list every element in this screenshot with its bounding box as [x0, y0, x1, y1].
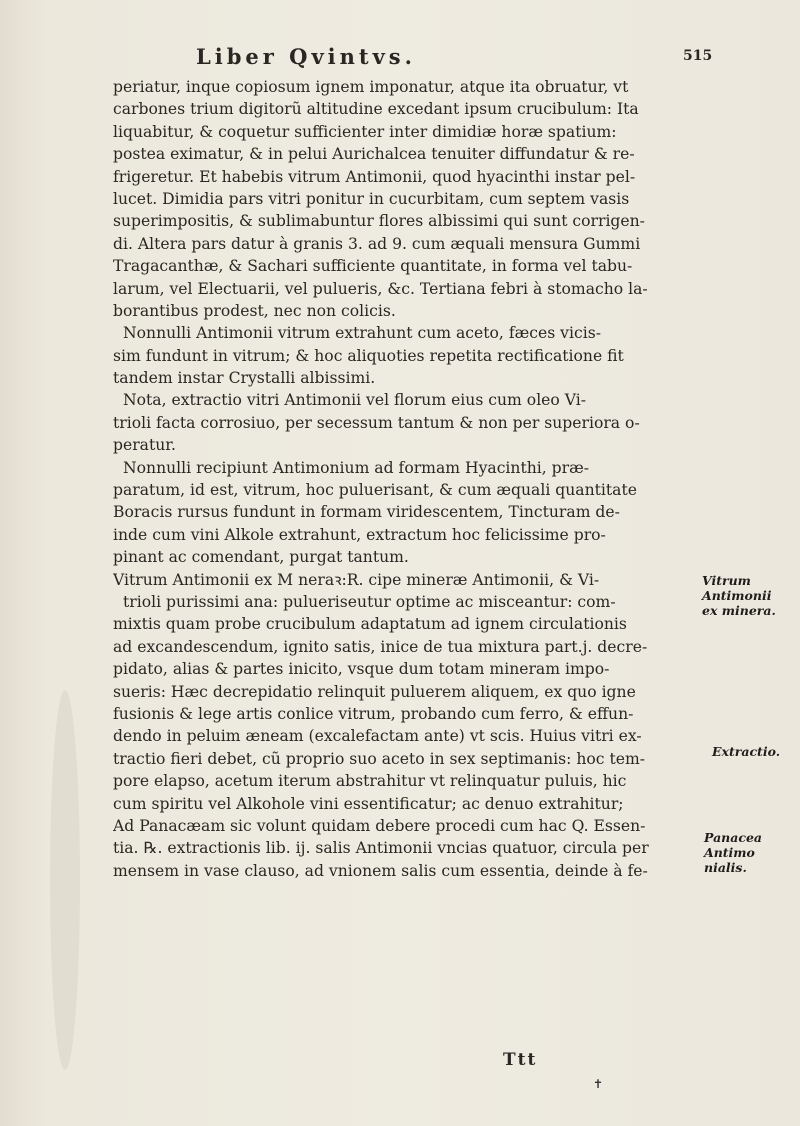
text-line: di. Altera pars datur à granis 3. ad 9. cum æquali mensura Gummi: [113, 234, 641, 253]
text-line: [113, 904, 688, 926]
text-line: sim fundunt in vitrum; & hoc aliquoties repetita rectificatione fit: [113, 346, 624, 365]
signature-mark: Ttt: [503, 1050, 538, 1070]
text-line: pore elapso, acetum iterum abstrahitur vt relinquatur puluis, hic: [113, 772, 627, 791]
body-text: [113, 76, 688, 1039]
text-line: [113, 972, 688, 994]
text-line: Boracis rursus fundunt in formam viridescentem, Tincturam de-: [113, 503, 620, 522]
ornament-mark: ✝: [593, 1077, 604, 1091]
text-line: inde cum vini Alkole extrahunt, extractum hoc felicissime pro-: [113, 525, 606, 544]
text-line: [113, 1016, 688, 1038]
text-line: cum spiritu vel Alkohole vini essentificatur; ac denuo extrahitur;: [113, 794, 624, 813]
page-number: 515: [683, 48, 713, 64]
text-line: larum, vel Electuarii, vel pulueris, &c. Tertiana febri à stomacho la-: [113, 279, 648, 298]
margin-note-extractio: Extractio.: [712, 744, 781, 759]
text-line: trioli facta corrosiuo, per secessum tantum & non per superiora o-: [113, 413, 640, 432]
text-line: [113, 927, 688, 949]
text-line: Nonnulli recipiunt Antimonium ad formam Hyacinthi, præ-: [123, 458, 590, 477]
text-line: Nota, extractio vitri Antimonii vel florum eius cum oleo Vi-: [123, 391, 586, 410]
text-line: paratum, id est, vitrum, hoc puluerisant, & cum æquali quantitate: [113, 481, 637, 500]
text-line: liquabitur, & coquetur sufficienter inter dimidiæ horæ spatium:: [113, 122, 617, 141]
text-line: tia. ℞. extractionis lib. ij. salis Antimonii vncias quatuor, circula per: [113, 839, 649, 858]
text-line: Nonnulli Antimonii vitrum extrahunt cum aceto, fæces vicis-: [123, 324, 601, 343]
text-line: [113, 994, 688, 1016]
text-line: mensem in vase clauso, ad vnionem salis cum essentia, deinde à fe-: [113, 861, 648, 880]
text-line: tractio fieri debet, cũ proprio suo aceto in sex septimanis: hoc tem-: [113, 749, 645, 768]
text-line: superimpositis, & sublimabuntur flores albissimi qui sunt corrigen-: [113, 212, 645, 231]
text-line: pidato, alias & partes inicito, vsque dum totam mineram impo-: [113, 660, 610, 679]
text-line: tandem instar Crystalli albissimi.: [113, 369, 376, 388]
page-shadow: [50, 690, 80, 1070]
running-head: Liber Qvintvs.: [196, 44, 416, 69]
text-line: peratur.: [113, 436, 176, 455]
text-line: sueris: Hæc decrepidatio relinquit puluerem aliquem, ex quo igne: [113, 682, 636, 701]
text-line: dendo in peluim æneam (excalefactam ante) vt scis. Huius vitri ex-: [113, 727, 642, 746]
text-line: periatur, inque copiosum ignem imponatur, atque ita obruatur, vt: [113, 78, 629, 96]
margin-note-vitrum: Vitrum Antimonii ex minera.: [702, 573, 776, 618]
text-line: Ad Panacæam sic volunt quidam debere procedi cum hac Q. Essen-: [113, 816, 646, 835]
text-line: Tragacanthæ, & Sachari sufficiente quantitate, in forma vel tabu-: [113, 257, 633, 276]
text-line: pinant ac comendant, purgat tantum.: [113, 548, 409, 567]
text-line: trioli purissimi ana: pulueriseutur optime ac misceantur: com-: [123, 592, 616, 611]
text-line: carbones trium digitorũ altitudine excedant ipsum crucibulum: Ita: [113, 100, 639, 119]
text-line: fusionis & lege artis conlice vitrum, probando cum ferro, & effun-: [113, 704, 634, 723]
text-line: mixtis quam probe crucibulum adaptatum ad ignem circulationis: [113, 615, 627, 634]
text-line: frigeretur. Et habebis vitrum Antimonii, quod hyacinthi instar pel-: [113, 167, 636, 186]
text-line: ad excandescendum, ignito satis, inice de tua mixtura part.j. decre-: [113, 637, 648, 656]
text-line: lucet. Dimidia pars vitri ponitur in cucurbitam, cum septem vasis: [113, 189, 630, 208]
text-line: Vitrum Antimonii ex M neraꝛ:R. cipe mineræ Antimonii, & Vi-: [113, 570, 600, 589]
text-line: borantibus prodest, nec non colicis.: [113, 301, 396, 320]
text-line: [113, 949, 688, 971]
margin-note-panacea: Panacea Antimo nialis.: [704, 830, 763, 875]
text-line: [113, 882, 688, 904]
text-line: postea eximatur, & in pelui Aurichalcea tenuiter diffundatur & re-: [113, 145, 635, 164]
